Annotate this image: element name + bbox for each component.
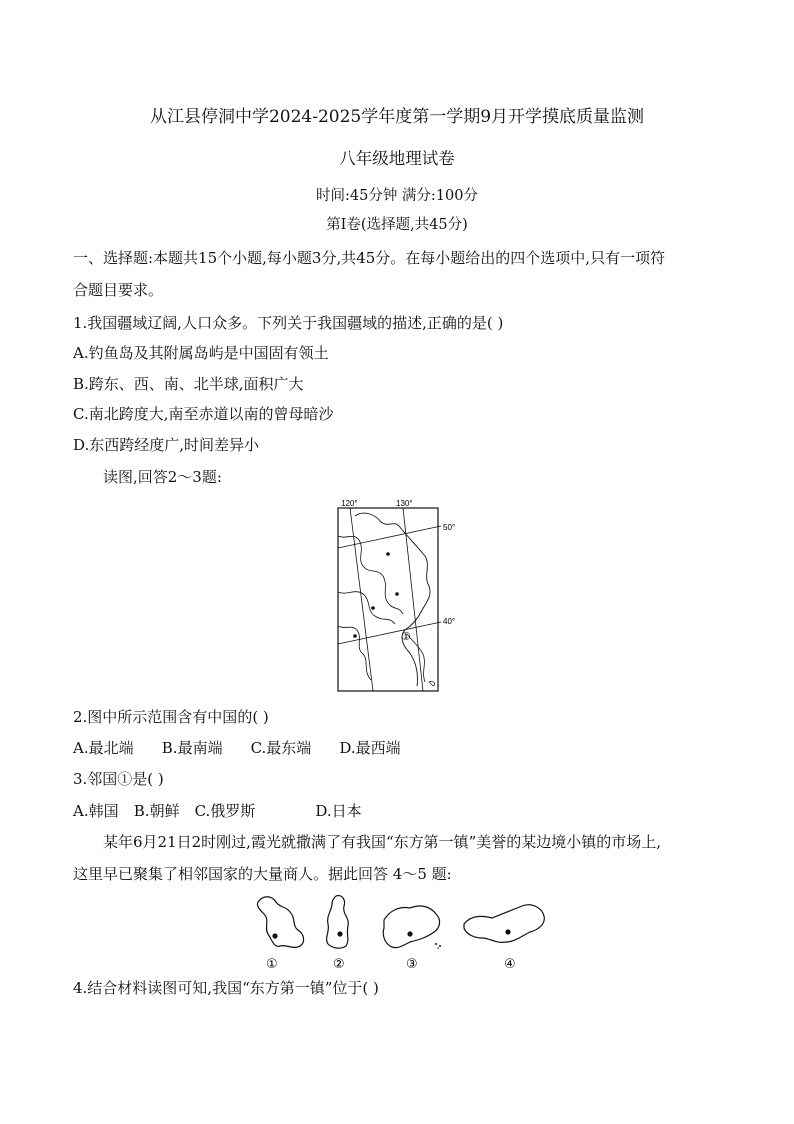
island-dot-b [439,945,441,947]
section-intro-line1: 一、选择题:本题共15个小题,每小题3分,共45分。在每小题给出的四个选项中,只有一项符 [73,249,666,267]
island-dot-a [435,943,437,945]
q2-option-c: C.最东端 [250,739,312,757]
island-dot-c [437,947,439,949]
province-label-1: ① [266,957,278,972]
q1-option-c: C.南北跨度大,南至赤道以南的曾母暗沙 [73,405,334,423]
province-label-3: ③ [406,957,418,972]
province-border-1 [338,536,403,614]
lat-40-label: 40° [443,617,456,626]
q1-stem: 1.我国疆域辽阔,人口众多。下列关于我国疆域的描述,正确的是( ) [73,314,504,332]
province-outline-2 [327,896,349,949]
exam-title: 从江县停洞中学2024-2025学年度第一学期9月开学摸底质量监测 [149,107,645,127]
province-label-2: ② [333,957,345,972]
q3-option-d: D.日本 [315,802,362,820]
exam-subtitle: 八年级地理试卷 [339,149,455,168]
province-dot-4 [505,929,510,934]
island [429,681,435,686]
q2-option-d: D.最西端 [339,739,401,757]
lat-50-label: 50° [443,523,456,532]
q2-stem: 2.图中所示范围含有中国的( ) [73,708,269,726]
map-frame [338,508,438,691]
q3-option-a: A.韩国 [73,802,119,820]
q3-stem: 3.邻国①是( ) [73,770,164,788]
province-border-2 [338,592,395,624]
parallel-40 [338,622,441,644]
q4-stem: 4.结合材料读图可知,我国“东方第一镇”位于( ) [73,979,379,997]
neighbor-marker-1: ① [401,630,411,643]
passage-line1: 某年6月21日2时刚过,霞光就撒满了有我国“东方第一镇”美誉的某边境小镇的市场上, [103,833,662,851]
city-dot-1 [386,552,390,556]
passage-line2: 这里早已聚集了相邻国家的大量商人。据此回答 4～5 题: [73,865,452,883]
province-outline-1 [257,897,303,948]
border-line-east [355,513,430,686]
q3-option-c: C.俄罗斯 [194,802,256,820]
meridian-120 [350,508,373,691]
q1-option-d: D.东西跨经度广,时间差异小 [73,436,260,454]
q2-options [73,738,401,758]
northeast-map-figure [333,496,463,696]
city-dot-3 [371,606,375,610]
exam-time-score: 时间:45分钟 满分:100分 [315,188,478,204]
province-dot-3 [407,931,412,936]
q1-option-b: B.跨东、西、南、北半球,面积广大 [73,375,304,393]
q2-option-b: B.最南端 [161,739,223,757]
city-dot-2 [395,592,399,596]
province-dot-1 [272,933,277,938]
province-label-4: ④ [504,957,516,972]
q2-option-a: A.最北端 [73,739,134,757]
q3-option-b: B.朝鲜 [133,802,180,820]
province-outline-4 [464,905,544,943]
lon-120-label: 120° [341,499,358,508]
city-dot-4 [353,634,357,638]
meridian-130 [403,508,423,691]
section-intro-line2: 合题目要求。 [73,281,164,299]
province-outlines-figure [250,888,560,976]
q1-option-a: A.钓鱼岛及其附属岛屿是中国固有领土 [73,344,329,362]
prompt-2-3: 读图,回答2～3题: [103,468,222,486]
part-heading: 第Ⅰ卷(选择题,共45分) [326,217,468,233]
province-outline-3 [383,906,439,948]
q3-options [73,801,362,821]
lon-130-label: 130° [396,499,413,508]
province-dot-2 [337,931,342,936]
